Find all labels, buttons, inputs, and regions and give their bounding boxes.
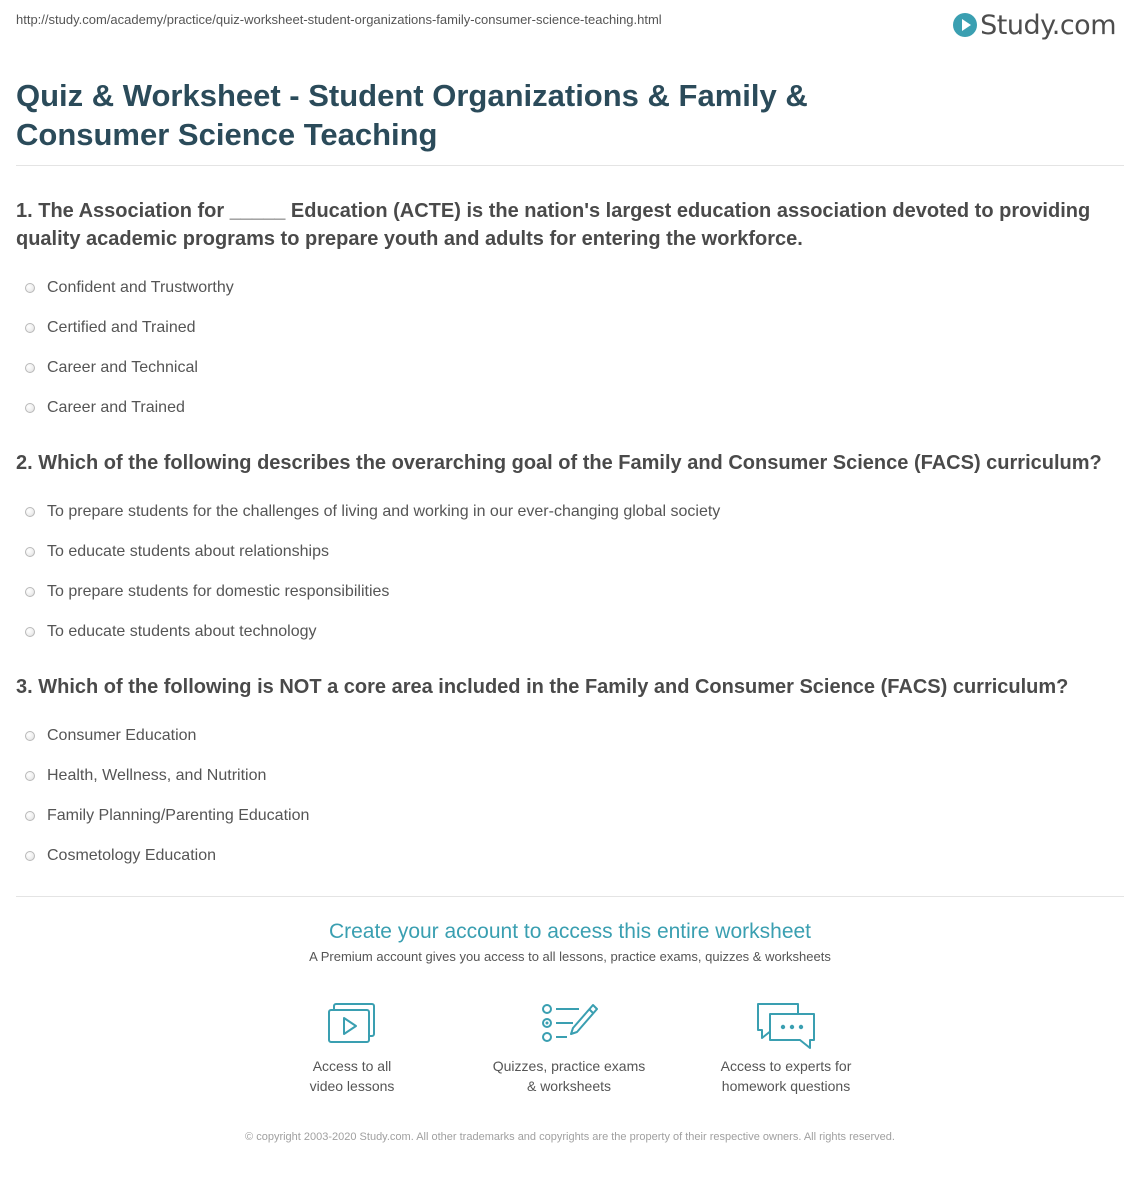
feature-label-line1: Quizzes, practice exams: [492, 1058, 646, 1074]
answer-option[interactable]: [16, 388, 1126, 428]
answer-option[interactable]: [16, 756, 1126, 796]
radio-button-icon[interactable]: [25, 587, 35, 597]
feature-experts: [696, 1002, 876, 1096]
radio-button-icon[interactable]: [25, 771, 35, 781]
radio-button-icon[interactable]: [25, 547, 35, 557]
radio-button-icon[interactable]: [25, 851, 35, 861]
page-url: http://study.com/academy/practice/quiz-worksheet-student-organizations-family-consumer-science-teaching.html: [16, 12, 662, 27]
radio-button-icon[interactable]: [25, 363, 35, 373]
radio-button-icon[interactable]: [25, 283, 35, 293]
radio-button-icon[interactable]: [25, 627, 35, 637]
cta-subtitle: A Premium account gives you access to all lessons, practice exams, quizzes & worksheets: [309, 949, 831, 964]
radio-button-icon[interactable]: [25, 323, 35, 333]
answer-label: Cosmetology Education: [47, 847, 216, 864]
chat-bubbles-icon: [754, 1002, 818, 1052]
answer-label: Certified and Trained: [47, 319, 196, 336]
page-title: Quiz & Worksheet - Student Organizations & Family & Consumer Science Teaching: [16, 78, 808, 152]
answer-list: [16, 492, 1126, 652]
answer-option[interactable]: [16, 348, 1126, 388]
answer-option[interactable]: [16, 308, 1126, 348]
question-text: 1. The Association for _____ Education (ACTE) is the nation's largest education association devoted to providing quality academic programs to prepare youth and adults for entering the workforce.: [16, 200, 1091, 250]
question-1: [16, 197, 1126, 428]
feature-quizzes: [479, 1002, 659, 1096]
answer-label: Family Planning/Parenting Education: [47, 807, 310, 824]
study-logo[interactable]: [953, 8, 1116, 42]
answer-label: Career and Technical: [47, 359, 198, 376]
answer-label: Career and Trained: [47, 399, 185, 416]
answer-label: Health, Wellness, and Nutrition: [47, 767, 267, 784]
answer-list: [16, 268, 1126, 428]
radio-button-icon[interactable]: [25, 811, 35, 821]
answer-label: To educate students about relationships: [47, 543, 329, 560]
feature-label-line1: Access to experts for: [720, 1058, 852, 1074]
video-lessons-icon: [326, 1002, 378, 1046]
question-2: [16, 449, 1126, 652]
question-text: 2. Which of the following describes the overarching goal of the Family and Consumer Science (FACS) curriculum?: [16, 452, 1102, 474]
cta-divider: [16, 896, 1124, 897]
feature-video-lessons: [262, 1002, 442, 1096]
answer-label: Consumer Education: [47, 727, 197, 744]
question-text: 3. Which of the following is NOT a core area included in the Family and Consumer Science (FACS) curriculum?: [16, 676, 1069, 698]
answer-option[interactable]: [16, 492, 1126, 532]
answer-label: To prepare students for domestic responsibilities: [47, 583, 390, 600]
question-3: [16, 673, 1126, 876]
answer-option[interactable]: [16, 716, 1126, 756]
premium-features: [0, 1002, 1140, 1112]
answer-option[interactable]: [16, 572, 1126, 612]
answer-label: To prepare students for the challenges of living and working in our ever-changing global society: [47, 503, 721, 520]
radio-button-icon[interactable]: [25, 731, 35, 741]
answer-label: To educate students about technology: [47, 623, 317, 640]
answer-option[interactable]: [16, 612, 1126, 652]
answer-option[interactable]: [16, 268, 1126, 308]
play-circle-icon: [953, 13, 977, 37]
answer-list: [16, 716, 1126, 876]
answer-label: Confident and Trustworthy: [47, 279, 234, 296]
title-divider: [16, 165, 1124, 166]
feature-label-line2: homework questions: [721, 1078, 851, 1094]
radio-button-icon[interactable]: [25, 507, 35, 517]
answer-option[interactable]: [16, 532, 1126, 572]
feature-label-line1: Access to all: [312, 1058, 392, 1074]
feature-label-line2: video lessons: [309, 1078, 395, 1094]
copyright-footer: © copyright 2003-2020 Study.com. All other trademarks and copyrights are the property of their respective owners. All rights reserved.: [245, 1131, 895, 1143]
signup-cta: [0, 917, 1140, 967]
radio-button-icon[interactable]: [25, 403, 35, 413]
answer-option[interactable]: [16, 836, 1126, 876]
answer-option[interactable]: [16, 796, 1126, 836]
feature-label-line2: & worksheets: [526, 1078, 612, 1094]
cta-title-link[interactable]: Create your account to access this entire worksheet: [328, 920, 812, 943]
logo-text: Study.com: [980, 9, 1116, 41]
quiz-checklist-icon: [539, 1002, 599, 1046]
